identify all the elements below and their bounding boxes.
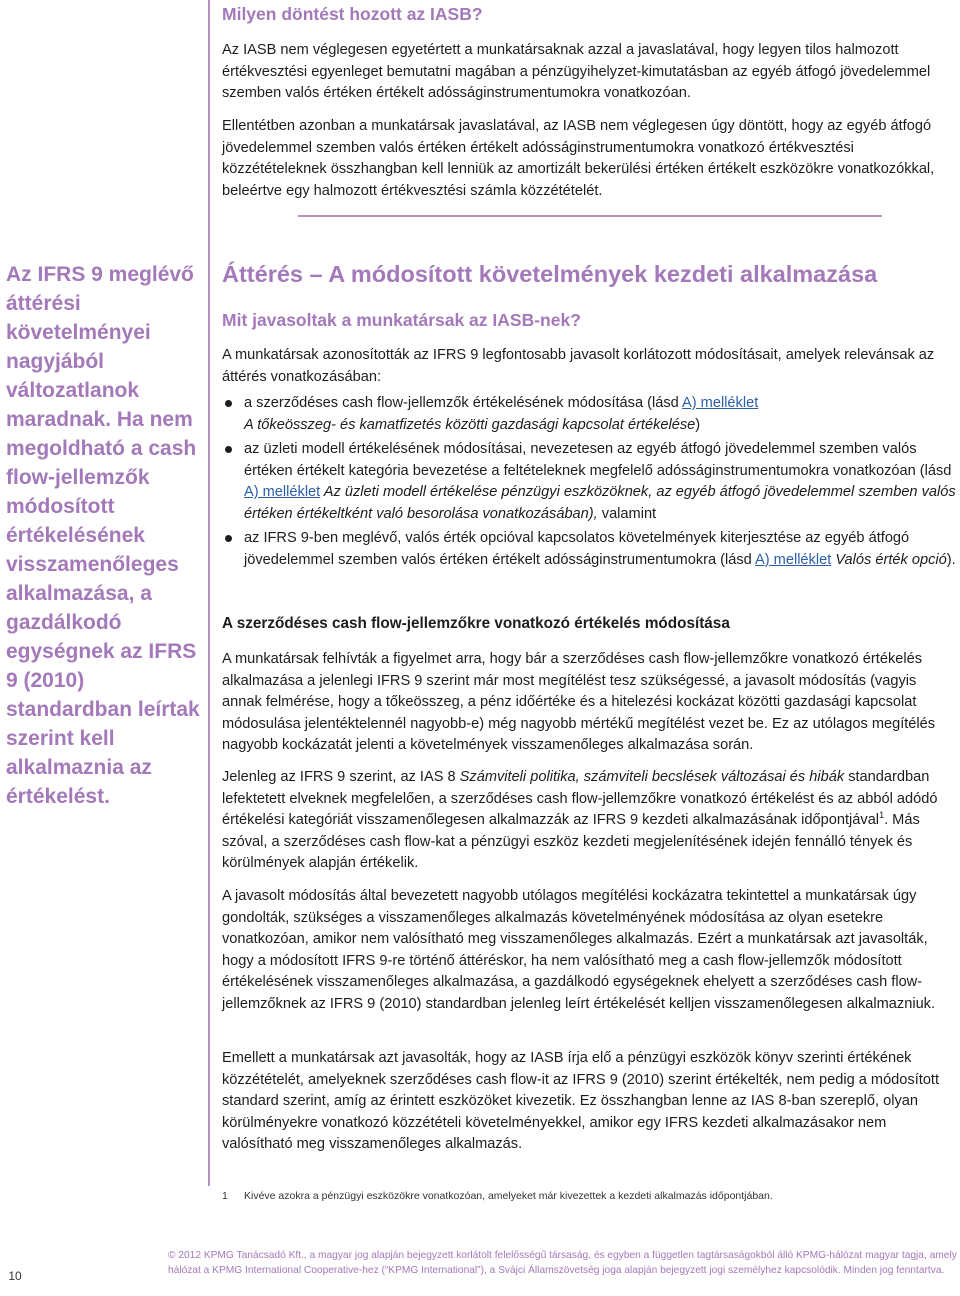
- appendix-link[interactable]: A) melléklet: [755, 551, 832, 568]
- page-title: Áttérés – A módosított követelmények kezdeti alkalmazása: [222, 261, 878, 287]
- paragraph: Jelenleg az IFRS 9 szerint, az IAS 8 Számviteli politika, számviteli becslések változásai és hibák standardban lefektetett elveknek megfelelően, a szerződéses cash flow-jellemzőkre vonatkozó értékelést és az abból adódó értékelési kategóriát visszamenőlegesen alkalmazzák az IFRS 9 kezdeti alkalmazásának időpontjával$^1$. Más szóval, a szerződéses cash flow-kat a pénzügyi eszköz kezdeti megjelenítésének idején fennálló tények és körülmények alapján értékelik.: [222, 769, 938, 871]
- paragraph: Emellett a munkatársak azt javasolták, hogy az IASB írja elő a pénzügyi eszközök könyv szerinti értékének közzétételét, amelyeknek szerződéses cash flow-it az IFRS 9 (2010) szerint értékelték, nem pedig a módosított standard szerint, amíg az érintett eszközöket kivezetik. Ez összhangban lenne az IAS 8-ban szereplő, olyan körülményekre vonatkozó közzétételi követelményekkel, amikor egy IFRS kezdeti alkalmazásakor nem valósítható meg visszamenőleges alkalmazás.: [222, 1050, 940, 1152]
- copyright-notice: © 2012 KPMG Tanácsadó Kft., a magyar jog alapján bejegyzett korlátolt felelősségű társaság, és egyben a független tagtársaságokból álló KPMG-hálózat magyar tagja, amely hálózat a KPMG International Cooperative-hez (“KPMG International”), a Svájci Államszövetség joga alapján bejegyzett jogi személyhez kapcsolódik. Minden jog fenntartva.: [168, 1250, 957, 1276]
- list-item: a szerződéses cash flow-jellemzők értékelésének módosítása (lásd A) melléklet A tőkeösszeg- és kamatfizetés közötti gazdasági kapcsolat értékelése): [222, 393, 957, 436]
- footnote-number: 1: [222, 1190, 228, 1202]
- bullet-icon: [225, 535, 232, 542]
- bullet-list: [222, 393, 957, 574]
- paragraph: Az IASB nem véglegesen egyetértett a munkatársaknak azzal a javaslatával, hogy legyen tilos halmozott értékvesztési egyenleget bemutatni magában a pénzügyihelyzet-kimutatásban az egyéb átfogó jövedelemmel szemben valós értéken értékelt adósságinstrumentumokra vonatkozóan.: [222, 42, 931, 101]
- sidebar-pull-quote: Az IFRS 9 meglévő áttérési követelményei nagyjából változatlanok maradnak. Ha nem megoldható a cash flow-jellemzők módosított értékelésének visszamenőleges alkalmazása, a gazdálkodó egységnek az IFRS 9 (2010) standardban leírtak szerint kell alkalmaznia az értékelést.: [6, 263, 200, 808]
- page-number: 10: [8, 1269, 22, 1283]
- horizontal-divider: [298, 215, 882, 217]
- section-heading: Milyen döntést hozott az IASB?: [222, 4, 483, 24]
- subheading: Mit javasoltak a munkatársak az IASB-nek?: [222, 310, 581, 330]
- footnote-text: Kivéve azokra a pénzügyi eszközökre vonatkozóan, amelyeket már kivezettek a kezdeti alkalmazás időpontjában.: [244, 1190, 773, 1202]
- intro-paragraph: A munkatársak azonosították az IFRS 9 legfontosabb javasolt korlátozott módosításait, amelyek relevánsak az áttérés vonatkozásában:: [222, 347, 935, 385]
- footnote: [222, 1189, 957, 1203]
- paragraph: A javasolt módosítás által bevezetett nagyobb utólagos megítélési kockázatra tekintettel a munkatársak úgy gondolták, szükséges a visszamenőleges alkalmazás követelményének módosítása az olyan esetekre vonatkozóan, amikor nem valósítható meg visszamenőleges alkalmazás. Ezért a munkatársak azt javasolták, hogy a módosított IFRS 9-re történő áttéréskor, ha nem valósítható meg a cash flow-jellemzők módosított értékelésének visszamenőleges alkalmazása, a gazdálkodó egységeknek ehelyett a szerződéses cash flow-jellemzőknek az IFRS 9 (2010) standardban jelenleg leírt értékelését kelljen visszamenőlegesen alkalmazniuk.: [222, 888, 936, 1012]
- paragraph: A munkatársak felhívták a figyelmet arra, hogy bár a szerződéses cash flow-jellemzőkre vonatkozó értékelés alkalmazása a jelenlegi IFRS 9 szerint már most megítélést tesz szükségessé, a javasolt módosítás (vagyis annak felmérése, hogy a tőkeösszeg, a pénz időértéke és a hitelezési kockázat közötti gazdasági kapcsolat módosulása jelentéktelennél nagyobb-e) még nagyobb mértékű megítélést vezet be. Ez az utólagos megítélés nagyobb kockázatát jelenti a követelmények visszamenőleges alkalmazása során.: [222, 651, 936, 753]
- subsection-heading: A szerződéses cash flow-jellemzőkre vonatkozó értékelés módosítása: [222, 615, 730, 632]
- appendix-link[interactable]: A) melléklet: [244, 484, 321, 500]
- bullet-icon: [225, 446, 232, 453]
- sidebar-divider: [208, 0, 210, 1186]
- bullet-icon: [225, 400, 232, 407]
- footnote-reference[interactable]: 1: [879, 810, 885, 821]
- appendix-link[interactable]: A) melléklet: [682, 395, 759, 411]
- list-item: az IFRS 9-ben meglévő, valós érték opcióval kapcsolatos követelmények kiterjesztése az egyéb átfogó jövedelemmel szemben valós értéken értékelt adósságinstrumentumokra (lásd A) melléklet Valós érték opció).: [222, 528, 957, 571]
- list-item: az üzleti modell értékelésének módosításai, nevezetesen az egyéb átfogó jövedelemmel szemben valós értéken értékelt kategória bevezetése a feltételeknek megfelelő adósságinstrumentumokra vonatkozóan (lásd A) melléklet Az üzleti modell értékelése pénzügyi eszközöknek, az egyéb átfogó jövedelemmel szemben valós értéken értékeltként való besorolása vonatkozásában), valamint: [222, 439, 957, 525]
- paragraph: Ellentétben azonban a munkatársak javaslatával, az IASB nem véglegesen úgy döntött, hogy az egyéb átfogó jövedelemmel szemben valós értéken értékelt adósságinstrumentumokra vonatkozó értékvesztési közzétételeknek összhangban kell lenniük az amortizált bekerülési értéken értékelt eszközökre vonatkozókkal, beleértve egy halmozott értékvesztési számla közzétételét.: [222, 118, 935, 199]
